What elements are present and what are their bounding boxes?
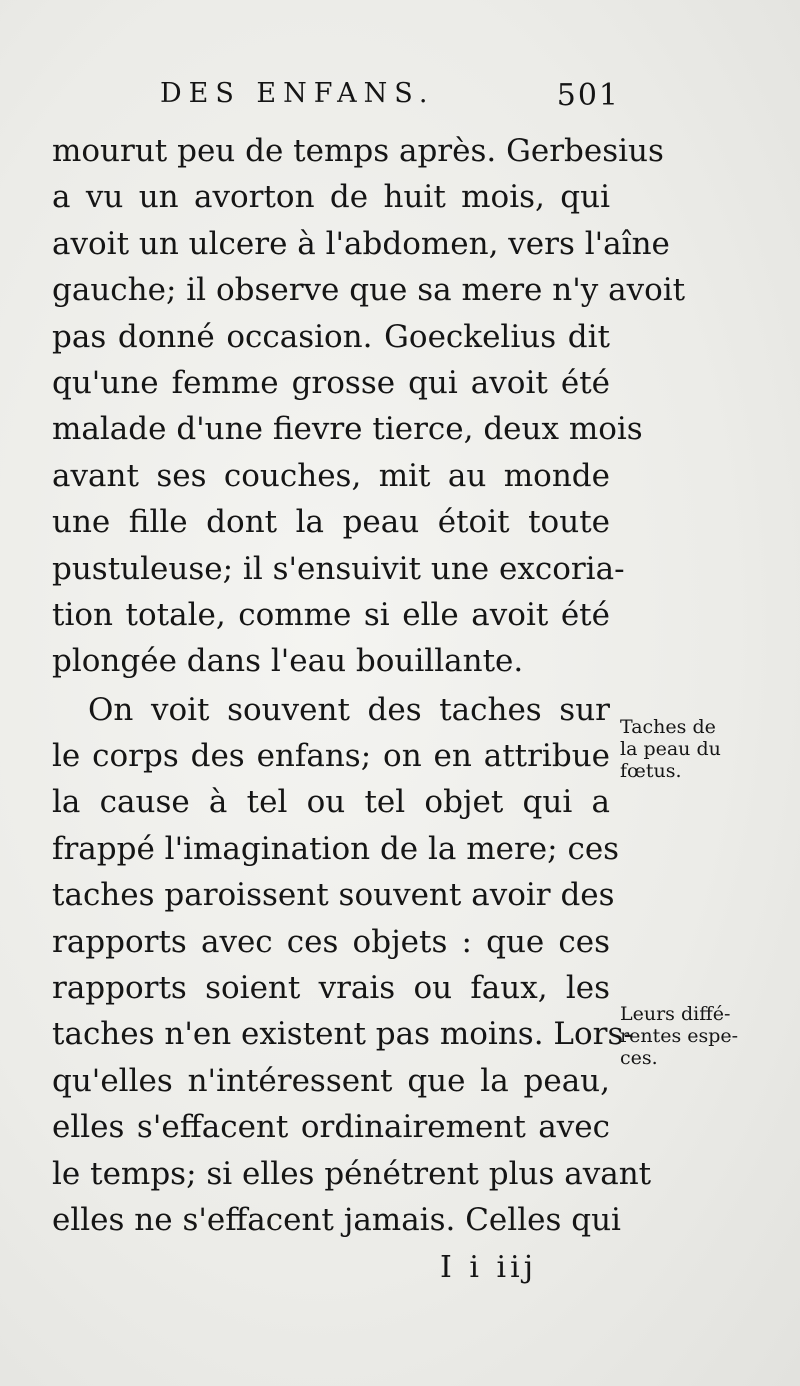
text-line: tion totale, comme si elle avoit été [52,596,610,633]
text-line: plongée dans l'eau bouillante. [52,643,524,680]
margin-note-line: Taches de [620,716,716,738]
text-line: a vu un avorton de huit mois, qui [52,179,610,216]
running-title: DES ENFANS. [160,78,435,109]
text-line: la cause à tel ou tel objet qui a [52,784,610,821]
text-line: mourut peu de temps après. Gerbesius [52,133,664,169]
margin-note-line: rentes espe- [620,1025,739,1047]
text-line: frappé l'imagination de la mere; ces [52,830,620,867]
page-number: 501 [556,78,620,113]
text-line: pustuleuse; il s'ensuivit une excoria- [52,550,625,587]
margin-note-line: fœtus. [620,760,682,782]
text-line: le corps des enfans; on en attribue [52,738,610,775]
margin-note-line: la peau du [620,738,721,760]
page-header [160,78,620,118]
margin-note-especes [620,1003,770,1069]
signature-mark: I i iij [440,1250,538,1285]
text-line: avant ses couches, mit au monde [52,457,610,494]
text-line: le temps; si elles pénétrent plus avant [52,1155,652,1192]
text-line: elles s'effacent ordinairement avec [52,1109,610,1146]
text-line: qu'elles n'intéressent que la peau, [52,1062,610,1099]
text-line: qu'une femme grosse qui avoit été [52,364,610,401]
text-line: On voit souvent des taches sur [88,691,610,728]
text-line: avoit un ulcere à l'abdomen, vers l'aîne [52,225,670,262]
text-line: une fille dont la peau étoit toute [52,504,610,541]
margin-note-taches [620,716,770,782]
text-line: rapports soient vrais ou faux, les [52,970,610,1007]
text-line: malade d'une fievre tierce, deux mois [52,411,643,448]
text-line: gauche; il observe que sa mere n'y avoit [52,272,686,309]
text-line: pas donné occasion. Goeckelius dit [52,318,610,355]
text-line: rapports avec ces objets : que ces [52,923,610,960]
margin-note-line: Leurs diffé- [620,1003,731,1025]
text-line: taches n'en existent pas moins. Lors- [52,1016,634,1053]
margin-note-line: ces. [620,1047,658,1069]
text-line: elles ne s'effacent jamais. Celles qui [52,1201,621,1238]
text-line: taches paroissent souvent avoir des [52,877,615,914]
